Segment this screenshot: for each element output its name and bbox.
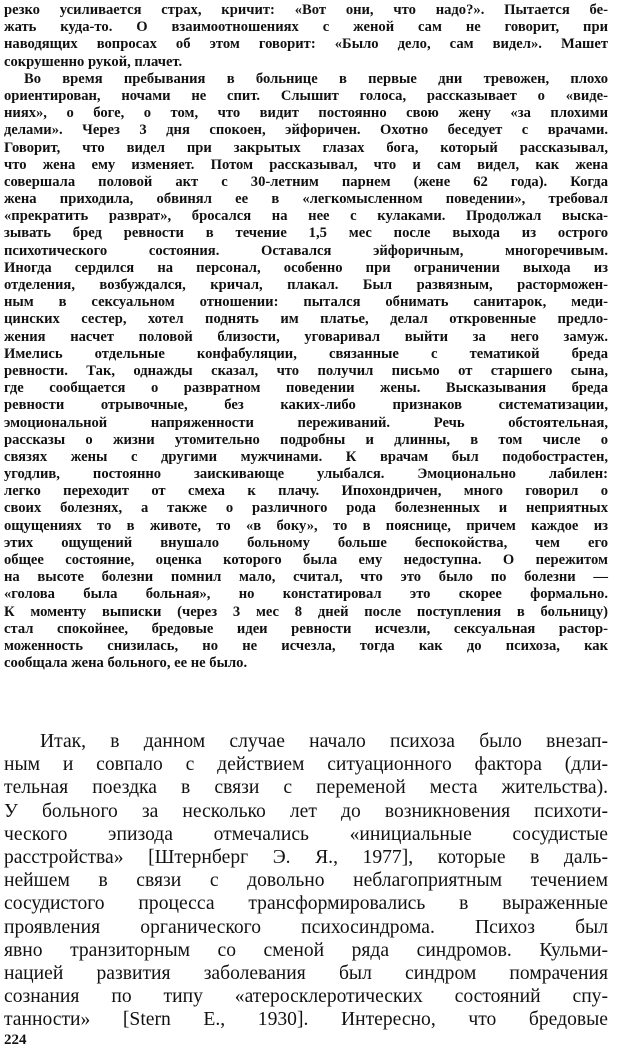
text-line: сознания по типу «атеросклеротических состояний спу- <box>4 986 608 1008</box>
text-line: танности» [Stern E., 1930]. Интересно, что бредовые <box>4 1009 608 1031</box>
text-line: «голова была больная», но констатировал это скорее формально. <box>4 586 608 603</box>
text-line: жать куда-то. О взаимоотношениях с женой сам не говорит, при <box>4 19 608 36</box>
text-line: нейшем в связи с довольно неблагоприятным течением <box>4 870 608 892</box>
text-line: угодлив, постоянно заискивающе улыбался. Эмоционально лабилен: <box>4 466 608 483</box>
text-line: «прекратить разврат», бросался на нее с кулаками. Продолжал выска- <box>4 208 608 225</box>
text-line: ревности. Так, однажды сказал, что получил письмо от старшего сына, <box>4 362 608 379</box>
text-line: на высоте болезни помнил мало, считал, что это было по болезни — <box>4 569 608 586</box>
text-line: стал спокойнее, бредовые идеи ревности исчезли, сексуальная растор- <box>4 620 608 637</box>
text-line: отделения, возбуждался, кричал, плакал. Был развязным, расторможен- <box>4 277 608 293</box>
text-line: ным и совпало с действием ситуационного фактора (дли- <box>4 754 608 776</box>
text-line: наводящих вопросах об этом говорит: «Было дело, сам видел». Машет <box>4 36 608 53</box>
text-line: рассказы о жизни утомительно подробны и длинны, в том числе о <box>4 431 608 448</box>
text-line: тельная поездка в связи с переменой места жительства). <box>4 777 608 799</box>
text-line: К моменту выписки (через 3 мес 8 дней после поступления в больницу) <box>4 603 608 620</box>
text-line: психотического состояния. Оставался эйфоричным, многоречивым. <box>4 242 608 259</box>
text-line: зывать бред ревности в течение 1,5 мес после выхода из острого <box>4 225 608 242</box>
text-line: Имелись отдельные конфабуляции, связанные с тематикой бреда <box>4 345 608 362</box>
text-line: ориентирован, ночами не спит. Слышит голоса, рассказывает о «виде- <box>4 87 608 104</box>
text-line: сообщала жена больного, ее не было. <box>4 655 248 672</box>
text-line: проявления органического психосиндрома. Психоз был <box>4 916 608 938</box>
text-line: У больного за несколько лет до возникновения психоти- <box>4 800 608 822</box>
text-line: ощущениях то в животе, то «в боку», то в пояснице, причем каждое из <box>4 517 608 534</box>
case-description <box>4 2 608 672</box>
text-line: жена приходила, обвинял ее в «легкомысленном поведении», требовал <box>4 191 608 208</box>
text-line: явно транзиторным со сменой ряда синдромов. Кульми- <box>4 939 608 961</box>
text-line: эмоциональной напряженности переживаний. Речь обстоятельная, <box>4 414 608 431</box>
text-line: Во время пребывания в больнице в первые дни тревожен, плохо <box>24 70 608 87</box>
text-line: Говорит, что видел при закрытых глазах бога, который рассказывал, <box>4 139 608 156</box>
text-line: общее состояние, оценка которого была ему недоступна. О пережитом <box>4 552 608 568</box>
text-line: ческого эпизода отмечались «инициальные сосудистые <box>4 823 608 845</box>
text-line: моженность снизилась, но не исчезла, тогда как до психоза, как <box>4 637 608 654</box>
text-line: резко усиливается страх, кричит: «Вот они, что надо?». Пытается бе- <box>4 2 608 18</box>
text-line: цинских сестер, хотел поднять им платье, делал откровенные предло- <box>4 311 608 328</box>
text-line: ревности отрывочные, без каких-либо признаков систематизации, <box>4 397 608 414</box>
text-line: сосудистого процесса трансформировались в выраженные <box>4 893 608 915</box>
text-line: Иногда сердился на персонал, особенно при ограничении выхода из <box>4 259 608 276</box>
text-line: что жена ему изменяет. Потом рассказывал, что и сам видел, как жена <box>4 156 608 173</box>
text-line: совершала половой акт с 30-летним парнем (жене 62 года). Когда <box>4 173 608 190</box>
text-line: нацией развития заболевания был синдром помрачения <box>4 962 608 984</box>
text-line: легко переходит от смеха к плачу. Ипохондричен, много говорил о <box>4 483 608 500</box>
discussion-paragraph <box>4 730 608 1031</box>
text-line: где сообщается о развратном поведении жены. Высказывания бреда <box>4 380 608 397</box>
page-number: 224 <box>4 1032 27 1048</box>
text-line: расстройства» [Штернберг Э. Я., 1977], которые в даль- <box>4 846 608 868</box>
text-line: жения насчет половой близости, уговаривал выйти за него замуж. <box>4 328 608 345</box>
text-line: своих болезнях, а также о различного рода болезненных и неприятных <box>4 500 608 517</box>
text-line: Итак, в данном случае начало психоза было внезап- <box>40 731 608 752</box>
text-line: сокрушенно рукой, плачет. <box>4 53 183 70</box>
text-line: ным в сексуальном отношении: пытался обнимать санитарок, меди- <box>4 294 608 311</box>
text-line: этих ощущений внушало больному больше беспокойства, чем его <box>4 534 608 551</box>
text-line: ниях», о боге, о том, что видит постоянно свою жену «за плохими <box>4 105 608 122</box>
text-line: делами». Через 3 дня спокоен, эйфоричен. Охотно беседует с врачами. <box>4 122 608 139</box>
text-line: связях жены с другими мужчинами. К врачам был подобострастен, <box>4 448 608 465</box>
